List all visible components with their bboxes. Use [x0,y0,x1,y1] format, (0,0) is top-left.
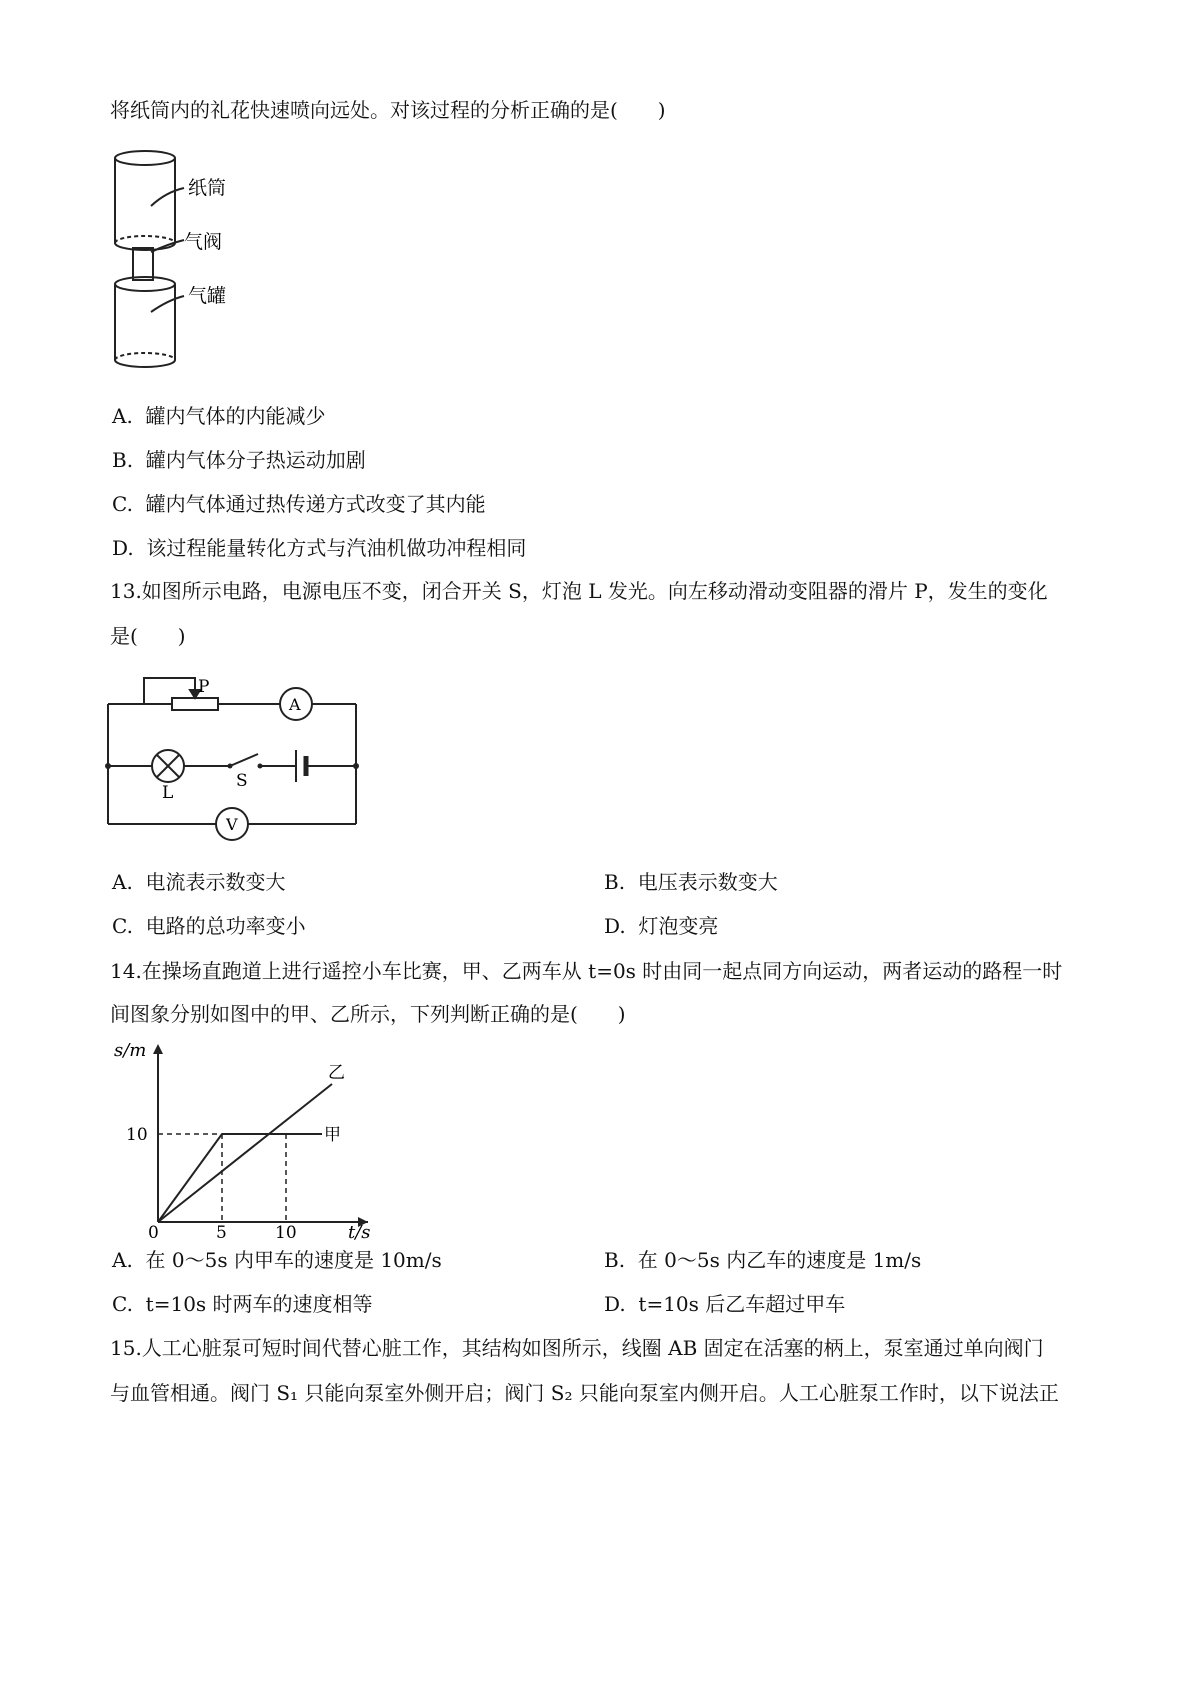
label-s: S [236,771,248,791]
q12-option-c[interactable]: C. 罐内气体通过热传递方式改变了其内能 [112,492,486,516]
q13-circuit-figure [100,672,400,842]
x-axis-label: t/s [348,1222,371,1240]
q12-option-a[interactable]: A. 罐内气体的内能减少 [112,404,326,428]
q13-stem-line2: 是( ) [110,624,186,648]
origin-label: 0 [148,1223,159,1240]
q13-option-b[interactable]: B. 电压表示数变大 [604,870,778,894]
series-jia-label: 甲 [324,1125,341,1145]
label-valve: 气阀 [184,231,223,253]
label-l: L [162,783,174,803]
q12-figure [96,140,276,380]
q15-stem-line1: 15.人工心脏泵可短时间代替心脏工作，其结构如图所示，线圈 AB 固定在活塞的柄上，泵室通过单向阀门 [110,1336,1044,1360]
y-tick-10: 10 [126,1125,148,1145]
q12-option-d[interactable]: D. 该过程能量转化方式与汽油机做功冲程相同 [112,536,527,560]
x-tick-5: 5 [216,1223,227,1240]
x-tick-10: 10 [275,1223,297,1240]
q14-option-b[interactable]: B. 在 0～5s 内乙车的速度是 1m/s [604,1248,922,1272]
q14-stem-line1: 14.在操场直跑道上进行遥控小车比赛，甲、乙两车从 t=0s 时由同一起点同方向运动，两者运动的路程一时 [110,959,1063,983]
q13-stem-line1: 13.如图所示电路，电源电压不变，闭合开关 S，灯泡 L 发光。向左移动滑动变阻器的滑片 P，发生的变化 [110,579,1048,603]
q14-st-graph [110,1040,390,1240]
q14-option-c[interactable]: C. t=10s 时两车的速度相等 [112,1292,373,1316]
series-yi-label: 乙 [328,1063,345,1083]
line-yi [158,1084,332,1222]
q13-option-c[interactable]: C. 电路的总功率变小 [112,914,306,938]
y-axis-label: s/m [114,1040,147,1061]
label-tank: 气罐 [188,285,227,307]
q13-option-a[interactable]: A. 电流表示数变大 [112,870,286,894]
label-p: P [198,677,210,697]
q14-option-a[interactable]: A. 在 0～5s 内甲车的速度是 10m/s [112,1248,442,1272]
q13-option-d[interactable]: D. 灯泡变亮 [604,914,719,938]
q12-option-b[interactable]: B. 罐内气体分子热运动加剧 [112,448,366,472]
q14-stem-line2: 间图象分别如图中的甲、乙所示，下列判断正确的是( ) [110,1002,626,1026]
label-v: V [226,815,238,834]
q14-option-d[interactable]: D. t=10s 后乙车超过甲车 [604,1292,846,1316]
q12-stem: 将纸筒内的礼花快速喷向远处。对该过程的分析正确的是( ) [110,98,666,122]
label-a: A [289,695,301,714]
label-tube: 纸筒 [188,177,227,199]
q15-stem-line2: 与血管相通。阀门 S₁ 只能向泵室外侧开启；阀门 S₂ 只能向泵室内侧开启。人工心脏泵工作时，以下说法正 [110,1381,1059,1405]
